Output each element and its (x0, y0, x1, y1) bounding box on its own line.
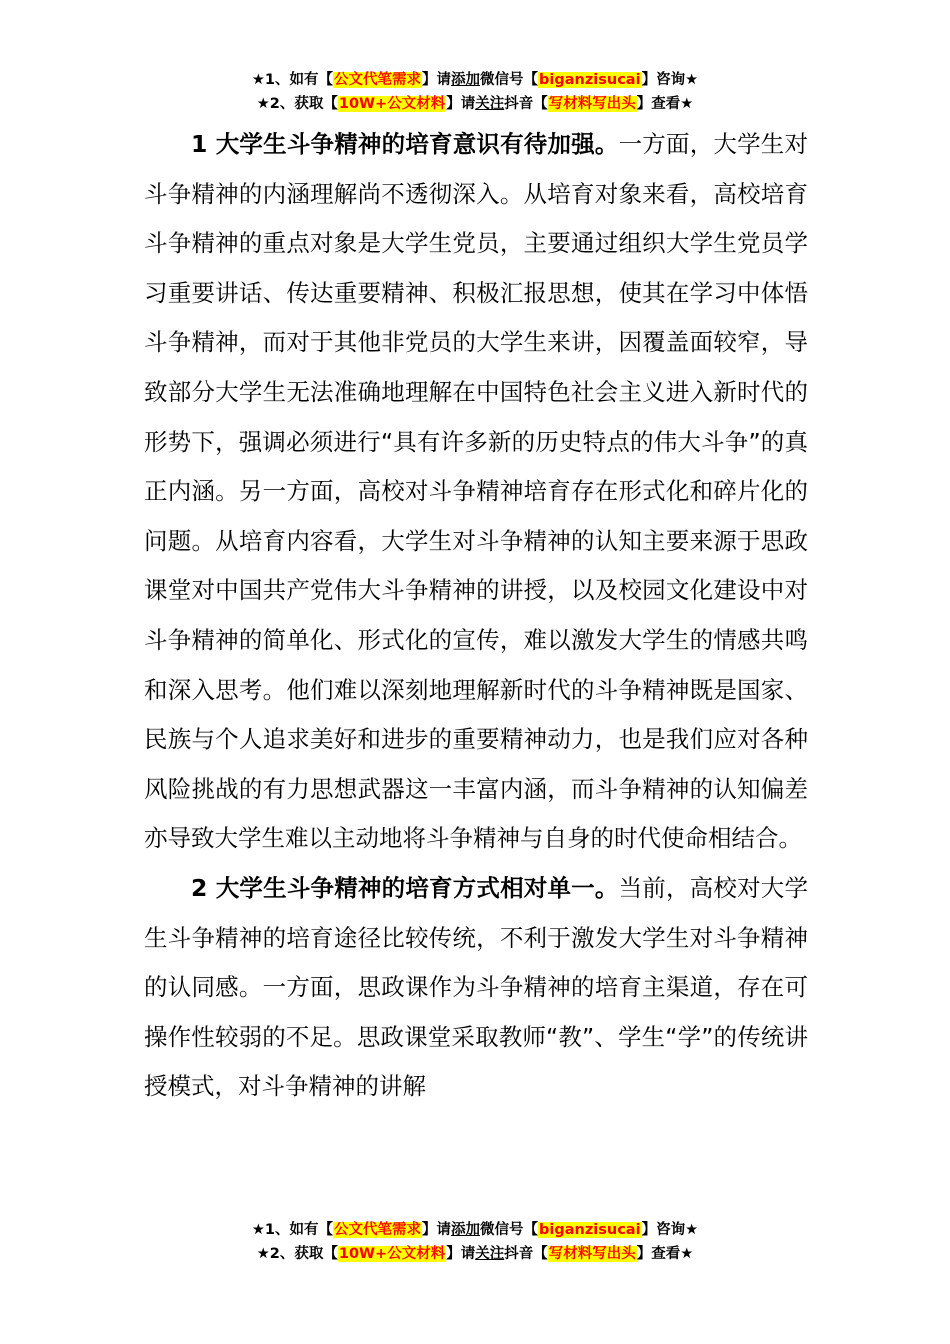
paragraph-1-text: 一方面，大学生对斗争精神的内涵理解尚不透彻深入。从培育对象来看，高校培育斗争精神的重点对象是大学生党员，主要通过组织大学生党员学习重要讲话、传达重要精神、积极汇报思想，使其在学习中体悟斗争精神，而对于其他非党员的大学生来讲，因覆盖面较窄，导致部分大学生无法准确地理解在中国特色社会主义进入新时代的形势下，强调必须进行“具有许多新的历史特点的伟大斗争”的真正内涵。另一方面，高校对斗争精神培育存在形式化和碎片化的问题。从培育内容看，大学生对斗争精神的认知主要来源于思政课堂对中国共产党伟大斗争精神的讲授，以及校园文化建设中对斗争精神的简单化、形式化的宣传，难以激发大学生的情感共鸣和深入思考。他们难以深刻地理解新时代的斗争精神既是国家、民族与个人追求美好和进步的重要精神动力，也是我们应对各种风险挑战的有力思想武器这一丰富内涵，而斗争精神的认知偏差亦导致大学生难以主动地将斗争精神与自身的时代使命相结合。 (144, 130, 808, 853)
footer-line-1 (0, 1218, 950, 1242)
footer-add-underlined: 添加 (451, 1222, 481, 1238)
paragraph-1-heading: 1 大学生斗争精神的培育意识有待加强。 (191, 130, 619, 158)
header-banner (0, 68, 950, 116)
paragraph-1 (144, 120, 808, 864)
footer-wechat-id: biganzisucai (539, 1222, 641, 1238)
banner-materials-highlight: 10W+公文材料 (338, 96, 446, 112)
footer-line-2-mid: 】请 (446, 1246, 476, 1262)
banner-line-2-mid2: 抖音【 (504, 96, 548, 112)
footer-banner (0, 1218, 950, 1266)
footer-line-1-mid: 】请 (422, 1222, 452, 1238)
banner-service-highlight: 公文代笔需求 (334, 72, 422, 88)
banner-line-1-suffix: 】咨询★ (641, 72, 699, 88)
banner-line-1-prefix: ★1、如有【 (251, 72, 334, 88)
banner-line-2-suffix: 】查看★ (636, 96, 694, 112)
footer-service-highlight: 公文代笔需求 (334, 1222, 422, 1238)
banner-line-2-prefix: ★2、获取【 (256, 96, 338, 112)
footer-follow-underlined: 关注 (475, 1246, 505, 1262)
banner-line-2-mid: 】请 (446, 96, 476, 112)
footer-line-2-prefix: ★2、获取【 (256, 1246, 338, 1262)
footer-line-1-prefix: ★1、如有【 (251, 1222, 334, 1238)
footer-line-2-suffix: 】查看★ (636, 1246, 694, 1262)
banner-add-underlined: 添加 (451, 72, 481, 88)
paragraph-2 (144, 864, 808, 1112)
paragraph-2-text: 当前，高校对大学生斗争精神的培育途径比较传统，不利于激发大学生对斗争精神的认同感。一方面，思政课作为斗争精神的培育主渠道，存在可操作性较弱的不足。思政课堂采取教师“教”、学生“学”的传统讲授模式，对斗争精神的讲解 (144, 873, 808, 1101)
banner-line-1-mid2: 微信号【 (480, 72, 539, 88)
footer-line-1-mid2: 微信号【 (480, 1222, 539, 1238)
document-body (144, 120, 808, 1112)
banner-douyin-id: 写材料写出头 (548, 96, 636, 112)
footer-douyin-id: 写材料写出头 (548, 1246, 636, 1262)
footer-line-1-suffix: 】咨询★ (641, 1222, 699, 1238)
footer-line-2 (0, 1242, 950, 1266)
footer-materials-highlight: 10W+公文材料 (338, 1246, 446, 1262)
footer-line-2-mid2: 抖音【 (504, 1246, 548, 1262)
banner-line-1 (0, 68, 950, 92)
banner-line-1-mid: 】请 (422, 72, 452, 88)
banner-wechat-id: biganzisucai (539, 72, 641, 88)
paragraph-2-heading: 2 大学生斗争精神的培育方式相对单一。 (191, 873, 619, 902)
banner-line-2 (0, 92, 950, 116)
banner-follow-underlined: 关注 (475, 96, 505, 112)
